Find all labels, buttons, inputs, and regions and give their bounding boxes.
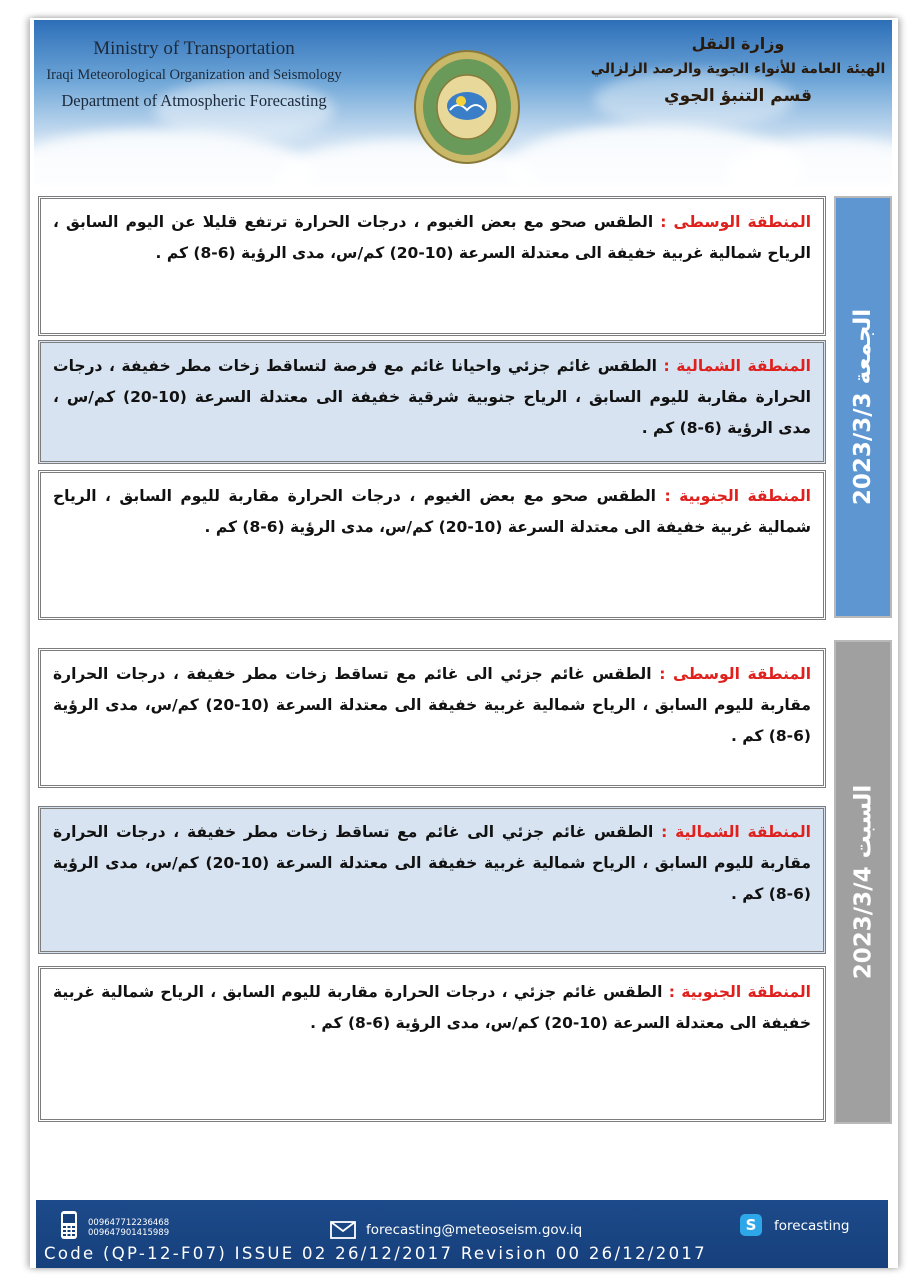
forecast-box: [38, 196, 826, 336]
forecast-box: [38, 648, 826, 788]
forecast-box: [38, 806, 826, 954]
skype-handle[interactable]: forecasting: [774, 1218, 850, 1234]
region-name: المنطقة الشمالية :: [663, 357, 811, 375]
forecast-box: [38, 340, 826, 464]
phone-number: 009647712236468: [88, 1218, 170, 1228]
ministry-name-ar: وزارة النقل: [691, 34, 785, 53]
forecast-text: الطقس صحو مع بعض الغيوم ، درجات الحرارة مقاربة لليوم السابق ، الرياح شمالية غربية خفيفة الى معتدلة السرعة (10-20) كم/س، مدى الرؤية (6-8) كم .: [53, 487, 811, 536]
region-name: المنطقة الجنوبية :: [668, 983, 811, 1001]
skype-icon: S: [740, 1214, 762, 1236]
english-header: [44, 36, 344, 114]
forecast-text: الطقس غائم جزئي الى غائم مع تساقط زخات مطر خفيفة ، درجات الحرارة مقاربة لليوم السابق ، الرياح شمالية غربية خفيفة الى معتدلة السرعة (10-20) كم/س، مدى الرؤية (6-8) كم .: [53, 665, 812, 745]
envelope-icon: [330, 1221, 356, 1239]
organization-name-ar: الهيئة العامة للأنواء الجوية والرصد الزلزالي: [590, 61, 886, 77]
region-name: المنطقة الوسطى :: [660, 213, 812, 231]
organization-seal-logo: [412, 48, 522, 166]
forecast-box: [38, 966, 826, 1122]
region-name: المنطقة الوسطى :: [659, 665, 812, 683]
forecast-text: الطقس صحو مع بعض الغيوم ، درجات الحرارة ترتفع قليلا عن اليوم السابق ، الرياح شمالية غربية خفيفة الى معتدلة السرعة (10-20) كم/س، مدى الرؤية (6-8) كم .: [53, 213, 811, 262]
organization-name: Iraqi Meteorological Organization and Seismology: [46, 67, 342, 83]
department-name-ar: قسم التنبؤ الجوي: [664, 86, 812, 106]
phone-number: 009647901415989: [88, 1228, 170, 1238]
forecast-text: الطقس غائم جزئي الى غائم مع تساقط زخات مطر خفيفة ، درجات الحرارة مقاربة لليوم السابق ، الرياح شمالية غربية خفيفة الى معتدلة السرعة (10-20) كم/س، مدى الرؤية (6-8) كم .: [53, 823, 812, 903]
footer-bar: [36, 1200, 888, 1268]
forecast-text: الطقس غائم جزئي ، درجات الحرارة مقاربة لليوم السابق ، الرياح شمالية غربية خفيفة الى معتدلة السرعة (10-20) كم/س، مدى الرؤية (6-8) كم .: [53, 983, 811, 1032]
region-name: المنطقة الجنوبية :: [664, 487, 812, 505]
department-name: Department of Atmospheric Forecasting: [61, 91, 327, 110]
letterhead: [34, 20, 892, 186]
region-name: المنطقة الشمالية :: [661, 823, 811, 841]
day-sidebar-friday: [834, 196, 892, 618]
forecast-box: [38, 470, 826, 620]
email-link[interactable]: forecasting@meteoseism.gov.iq: [366, 1222, 583, 1238]
ministry-name: Ministry of Transportation: [93, 38, 295, 59]
phone-numbers: [88, 1218, 169, 1238]
day-sidebar-saturday: [834, 640, 892, 1124]
arabic-header: [588, 32, 888, 110]
document-code: Code (QP-12-F07) ISSUE 02 26/12/2017 Revision 00 26/12/2017: [44, 1244, 707, 1263]
phone-icon: [58, 1210, 80, 1240]
forecast-text: الطقس غائم جزئي واحيانا غائم مع فرصة لتساقط زخات مطر خفيفة ، درجات الحرارة مقاربة لليوم السابق ، الرياح جنوبية شرقية خفيفة الى معتدلة السرعة (10-20) كم/س ، مدى الرؤية (6-8) كم .: [53, 357, 811, 437]
day-label: الجمعة 2023/3/3: [850, 308, 877, 506]
day-label: السبت 2023/3/4: [850, 784, 876, 980]
